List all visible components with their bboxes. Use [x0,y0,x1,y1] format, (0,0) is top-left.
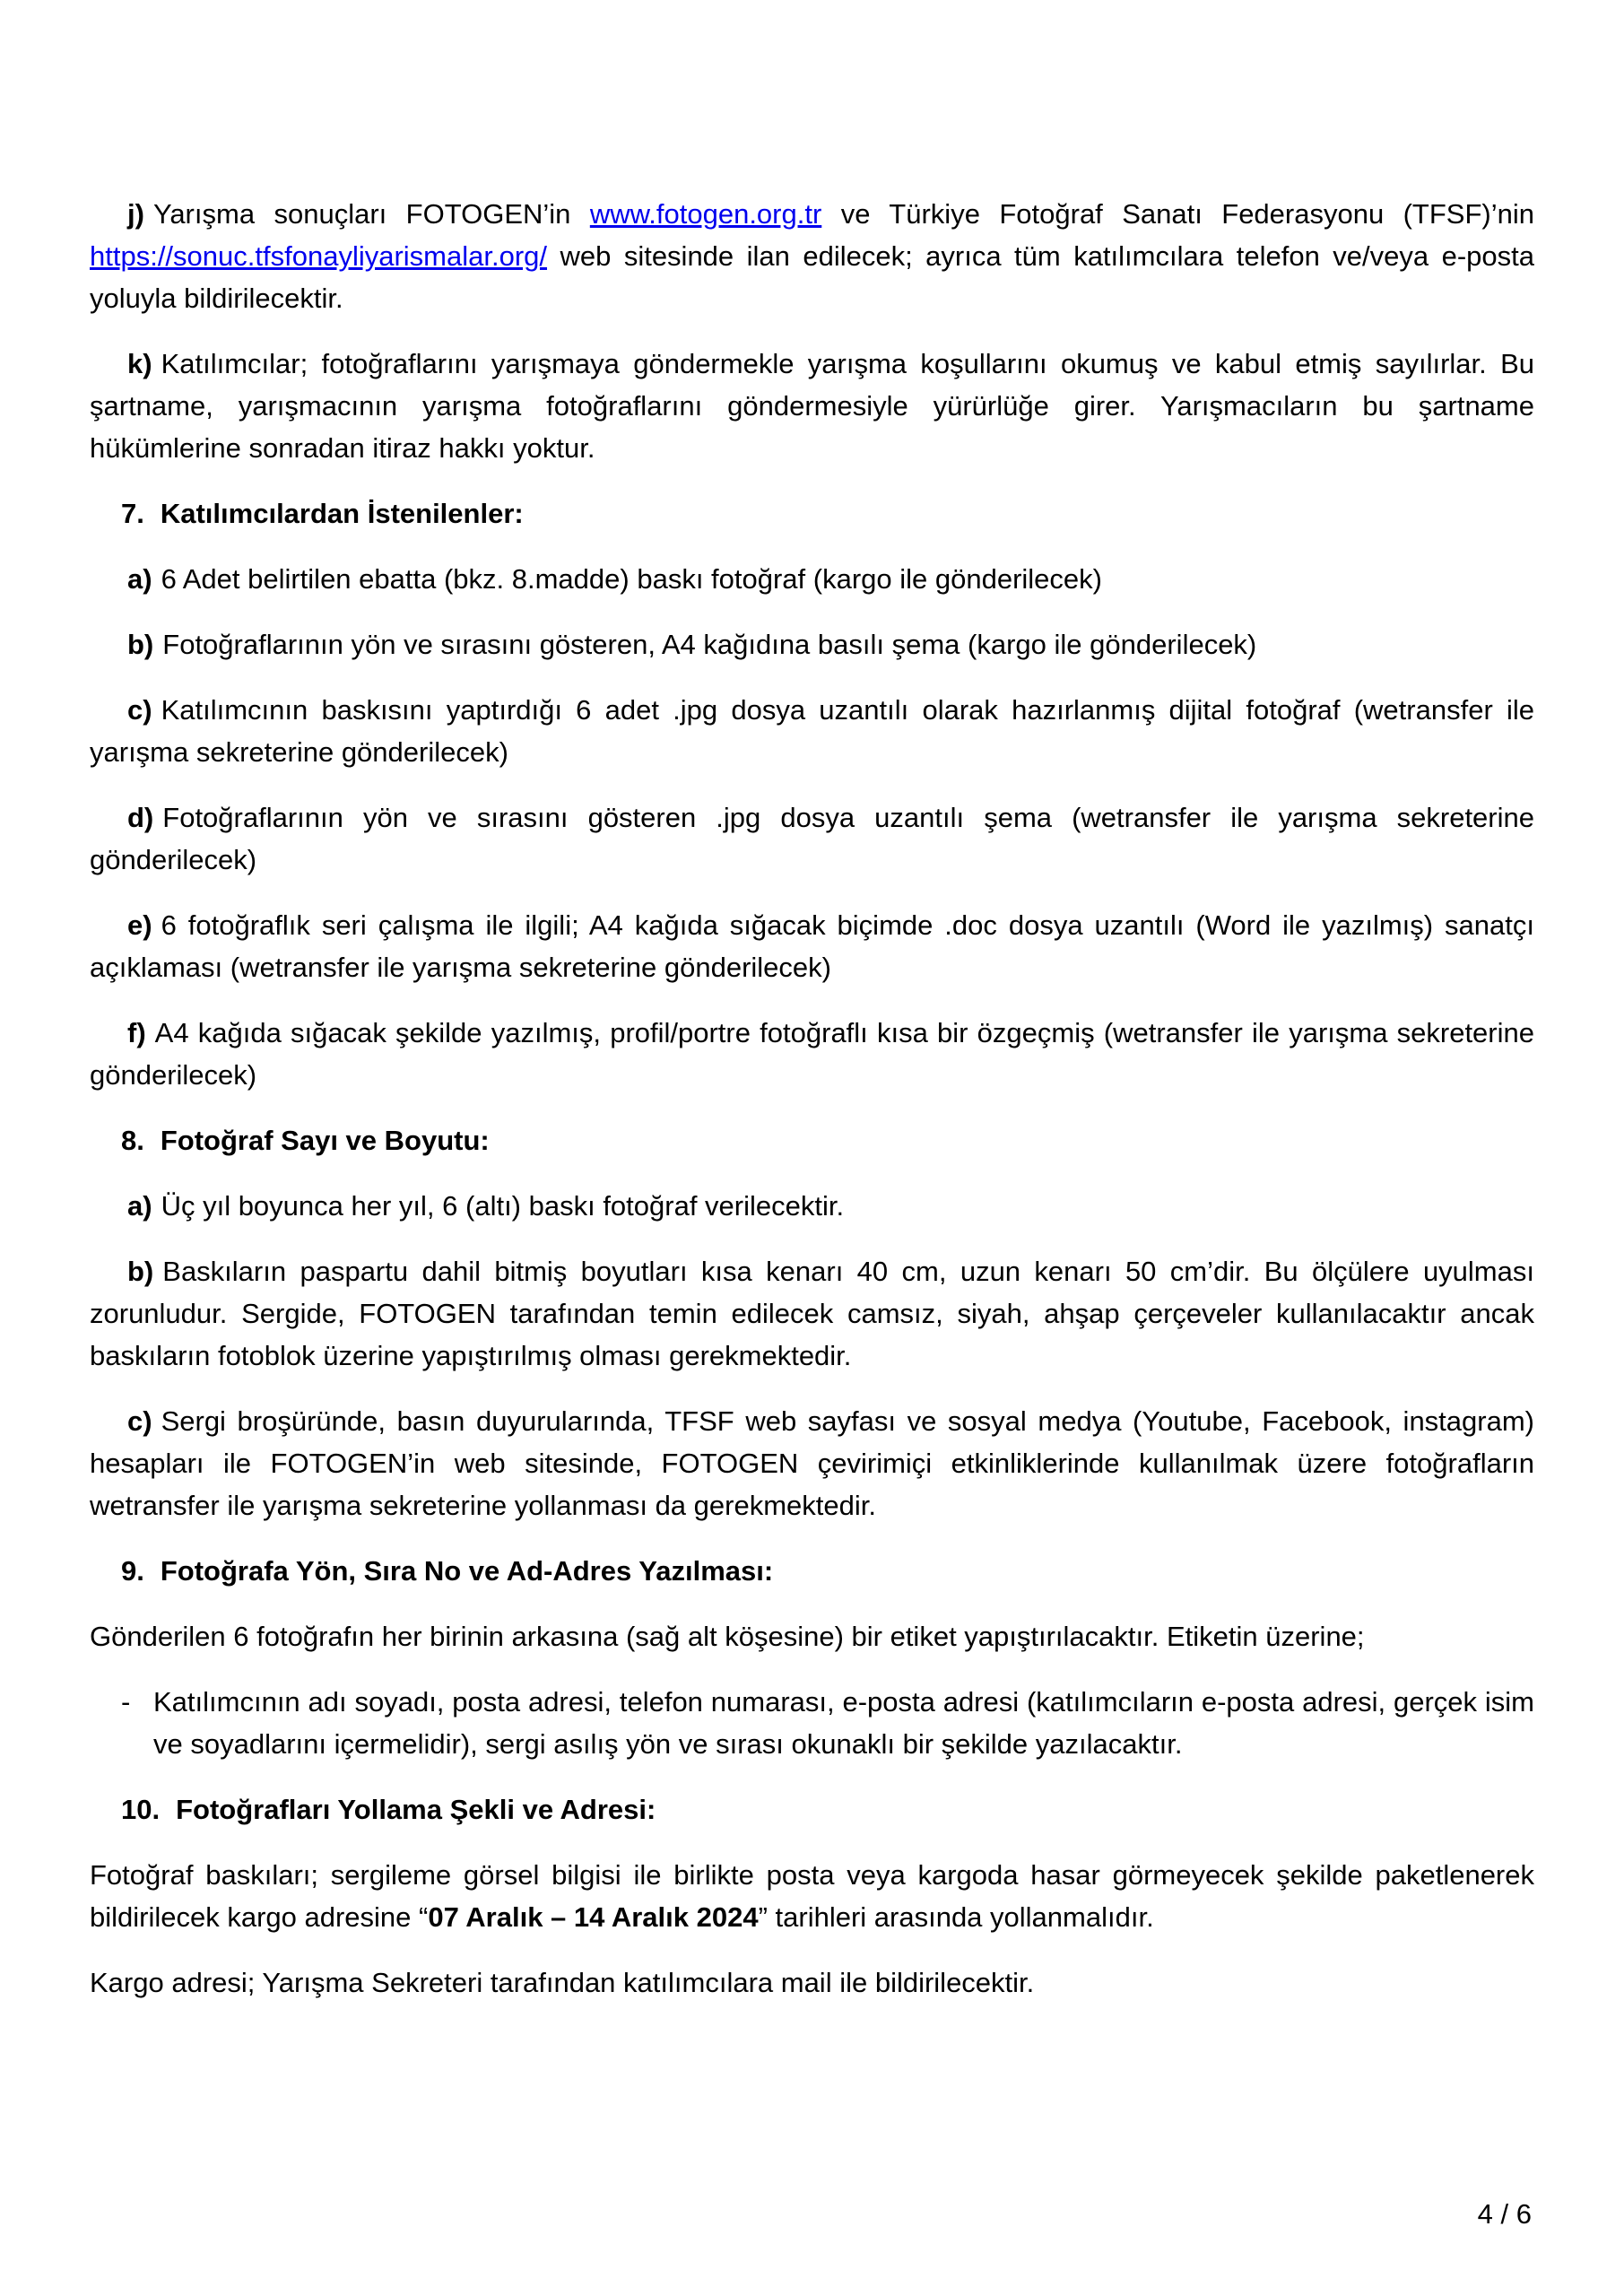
section-9-number: 9. [121,1555,144,1587]
paragraph-j-text-1: Yarışma sonuçları FOTOGEN’in [152,198,590,230]
list-item-8a [90,1185,1534,1227]
item-7c-text: Katılımcının baskısını yaptırdığı 6 adet .jpg dosya uzantılı olarak hazırlanmış dijital fotoğraf (wetransfer ile yarışma sekreterine gönderilecek) [90,694,1534,768]
item-8a-label: a) [127,1190,152,1222]
item-7a-label: a) [127,563,152,595]
list-item-7c [90,689,1534,773]
item-7e-text: 6 fotoğraflık seri çalışma ile ilgili; A4 kağıda sığacak biçimde .doc dosya uzantılı (Word ile yazılmış) sanatçı açıklaması (wetransfer ile yarışma sekreterine gönderilecek) [90,909,1534,983]
item-8c-text: Sergi broşüründe, basın duyurularında, TFSF web sayfası ve sosyal medya (Youtube, Facebook, instagram) hesapları ile FOTOGEN’in web sitesinde, FOTOGEN çevirimiçi etkinliklerinde kullanılmak üzere fotoğrafların wetransfer ile yarışma sekreterine yollanması da gerekmektedir. [90,1405,1534,1521]
section-9-title: Fotoğrafa Yön, Sıra No ve Ad-Adres Yazılması: [160,1555,774,1587]
section-8-heading [121,1119,1534,1161]
item-7a-text: 6 Adet belirtilen ebatta (bkz. 8.madde) baskı fotoğraf (kargo ile gönderilecek) [161,563,1102,595]
tfsf-results-link[interactable]: https://sonuc.tfsfonayliyarismalar.org/ [90,240,548,272]
section-10-number: 10. [121,1794,161,1825]
item-7e-label: e) [127,909,152,941]
fotogen-website-link[interactable]: www.fotogen.org.tr [589,198,822,230]
list-item-7e [90,904,1534,988]
list-item-7a [90,558,1534,600]
section-8-number: 8. [121,1125,144,1156]
section-7-heading [121,492,1534,535]
item-7d-label: d) [127,802,154,833]
section-10-paragraph-2 [90,1961,1534,2004]
section-9-intro-paragraph [90,1615,1534,1657]
section-9-intro-text: Gönderilen 6 fotoğrafın her birinin arkasına (sağ alt köşesine) bir etiket yapıştırılacaktır. Etiketin üzerine; [90,1621,1365,1652]
section-10-text-before-date: Fotoğraf baskıları; sergileme görsel bilgisi ile birlikte posta veya kargoda hasar görmeyecek şekilde paketlenerek bildirilecek kargo adresine “ [90,1859,1534,1933]
section-7-title: Katılımcılardan İstenilenler: [160,498,524,529]
list-item-7f [90,1012,1534,1096]
item-7b-text: Fotoğraflarının yön ve sırasını gösteren, A4 kağıdına basılı şema (kargo ile gönderilecek) [162,629,1257,660]
section-10-paragraph-1 [90,1854,1534,1938]
paragraph-j-text-3: web sitesinde ilan edilecek; ayrıca tüm katılımcılara telefon ve/veya e-posta yoluyla bildirilecektir. [90,240,1534,314]
paragraph-j-label: j) [127,198,144,230]
paragraph-k-text: Katılımcılar; fotoğraflarını yarışmaya göndermekle yarışma koşullarını okumuş ve kabul etmiş sayılırlar. Bu şartname, yarışmacının yarışma fotoğraflarını göndermesiyle yürürlüğe girer. Yarışmacıların bu şartname hükümlerine sonradan itiraz hakkı yoktur. [90,348,1534,464]
item-7d-text: Fotoğraflarının yön ve sırasını gösteren .jpg dosya uzantılı şema (wetransfer ile yarışma sekreterine gönderilecek) [90,802,1534,875]
paragraph-k [90,343,1534,469]
section-9-heading [121,1550,1534,1592]
item-8c-label: c) [127,1405,152,1437]
item-7f-text: A4 kağıda sığacak şekilde yazılmış, profil/portre fotoğraflı kısa bir özgeçmiş (wetransfer ile yarışma sekreterine gönderilecek) [90,1017,1534,1091]
paragraph-j [90,193,1534,319]
paragraph-k-label: k) [127,348,152,379]
list-item-8c [90,1400,1534,1526]
bullet-item [121,1681,1534,1765]
item-8b-label: b) [127,1256,154,1287]
list-item-7b [90,623,1534,665]
paragraph-j-text-2: ve Türkiye Fotoğraf Sanatı Federasyonu (TFSF)’nin [821,198,1534,230]
section-8-title: Fotoğraf Sayı ve Boyutu: [160,1125,490,1156]
section-7-number: 7. [121,498,144,529]
item-8b-text: Baskıların paspartu dahil bitmiş boyutları kısa kenarı 40 cm, uzun kenarı 50 cm’dir. Bu ölçülere uyulması zorunludur. Sergide, FOTOGEN tarafından temin edilecek camsız, siyah, ahşap çerçeveler kullanılacaktır ancak baskıların fotoblok üzerine yapıştırılmış olması gerekmektedir. [90,1256,1534,1371]
section-10-text-after-date: ” tarihleri arasında yollanmalıdır. [758,1901,1154,1933]
page-number: 4 / 6 [1477,2198,1532,2230]
list-item-8b [90,1250,1534,1377]
bullet-item-text: Katılımcının adı soyadı, posta adresi, telefon numarası, e-posta adresi (katılımcıların e-posta adresi, gerçek isim ve soyadlarını içermelidir), sergi asılış yön ve sırası okunaklı bir şekilde yazılacaktır. [153,1686,1534,1760]
section-10-heading [121,1788,1534,1831]
bullet-dash-marker: - [121,1686,131,1718]
item-7b-label: b) [127,629,154,660]
shipping-date-range: 07 Aralık – 14 Aralık 2024 [428,1901,759,1933]
item-8a-text: Üç yıl boyunca her yıl, 6 (altı) baskı fotoğraf verilecektir. [161,1190,845,1222]
cargo-address-note: Kargo adresi; Yarışma Sekreteri tarafından katılımcılara mail ile bildirilecektir. [90,1967,1035,1998]
list-item-7d [90,796,1534,881]
item-7f-label: f) [127,1017,146,1048]
item-7c-label: c) [127,694,152,726]
section-10-title: Fotoğrafları Yollama Şekli ve Adresi: [176,1794,656,1825]
